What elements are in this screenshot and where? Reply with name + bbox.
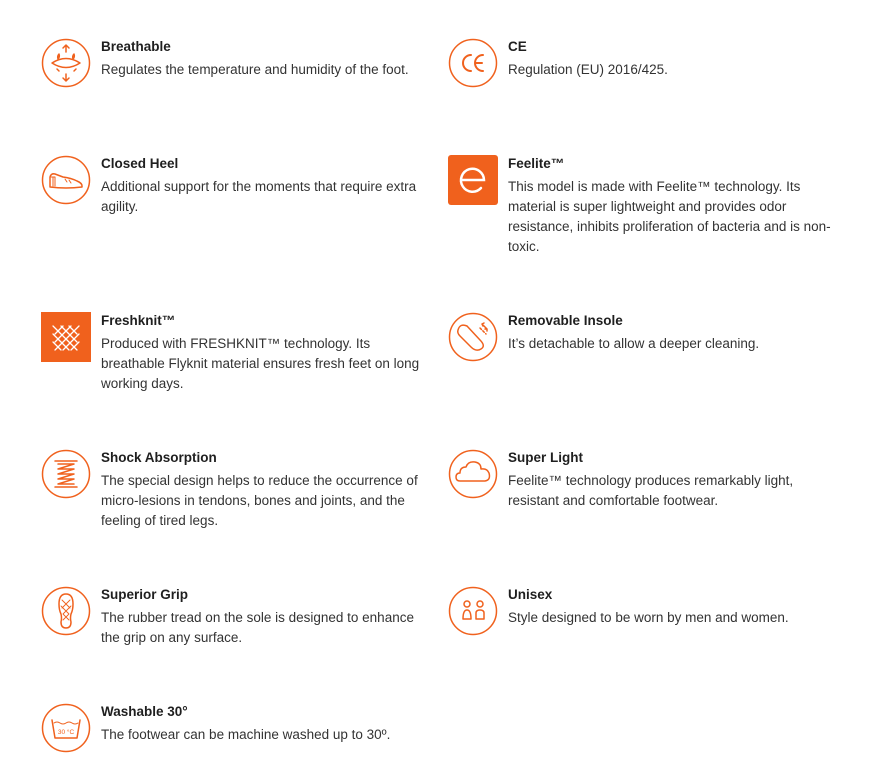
closed-heel-shoe-icon [41,155,91,205]
feature-description: This model is made with Feelite™ technology. Its material is super lightweight and provides odor resistance, inhibits proliferation of bacteria and is non-toxic. [508,179,831,254]
feature-description: Produced with FRESHKNIT™ technology. Its breathable Flyknit material ensures fresh feet on long working days. [101,336,420,391]
feature-title: CE [508,39,527,54]
freshknit-logo-icon [41,312,91,362]
cloud-icon [448,449,498,499]
feature-description: Feelite™ technology produces remarkably light, resistant and comfortable footwear. [508,473,794,508]
feature-title: Removable Insole [508,313,623,328]
feature-description: The rubber tread on the sole is designed to enhance the grip on any surface. [101,610,414,645]
feature-title: Closed Heel [101,156,179,171]
feature-description: It’s detachable to allow a deeper cleaning. [508,336,760,351]
feature-description: Regulation (EU) 2016/425. [508,62,668,77]
feelite-logo-icon [448,155,498,205]
feature-title: Breathable [101,39,171,54]
wash-temperature-label: 30 °C [57,729,75,736]
wash-basin-icon [41,703,91,753]
feature-title: Shock Absorption [101,450,217,465]
feature-description: The special design helps to reduce the occurrence of micro-lesions in tendons, bones and joints, and the feeling of tired legs. [101,473,418,528]
feature-title: Feelite™ [508,156,565,171]
feature-title: Washable 30° [101,704,188,719]
ce-mark-icon [448,38,498,88]
removable-insole-icon [448,312,498,362]
feature-description: Style designed to be worn by men and women. [508,610,789,625]
feature-description: The footwear can be machine washed up to 30º. [101,727,391,742]
breathable-icon [41,38,91,88]
feature-description: Regulates the temperature and humidity of the foot. [101,62,409,77]
feature-title: Freshknit™ [101,313,176,328]
feature-description: Additional support for the moments that require extra agility. [101,179,417,214]
feature-title: Superior Grip [101,587,189,602]
spring-icon [41,449,91,499]
feature-title: Unisex [508,587,553,602]
unisex-icon [448,586,498,636]
sole-grip-icon [41,586,91,636]
feature-title: Super Light [508,450,583,465]
